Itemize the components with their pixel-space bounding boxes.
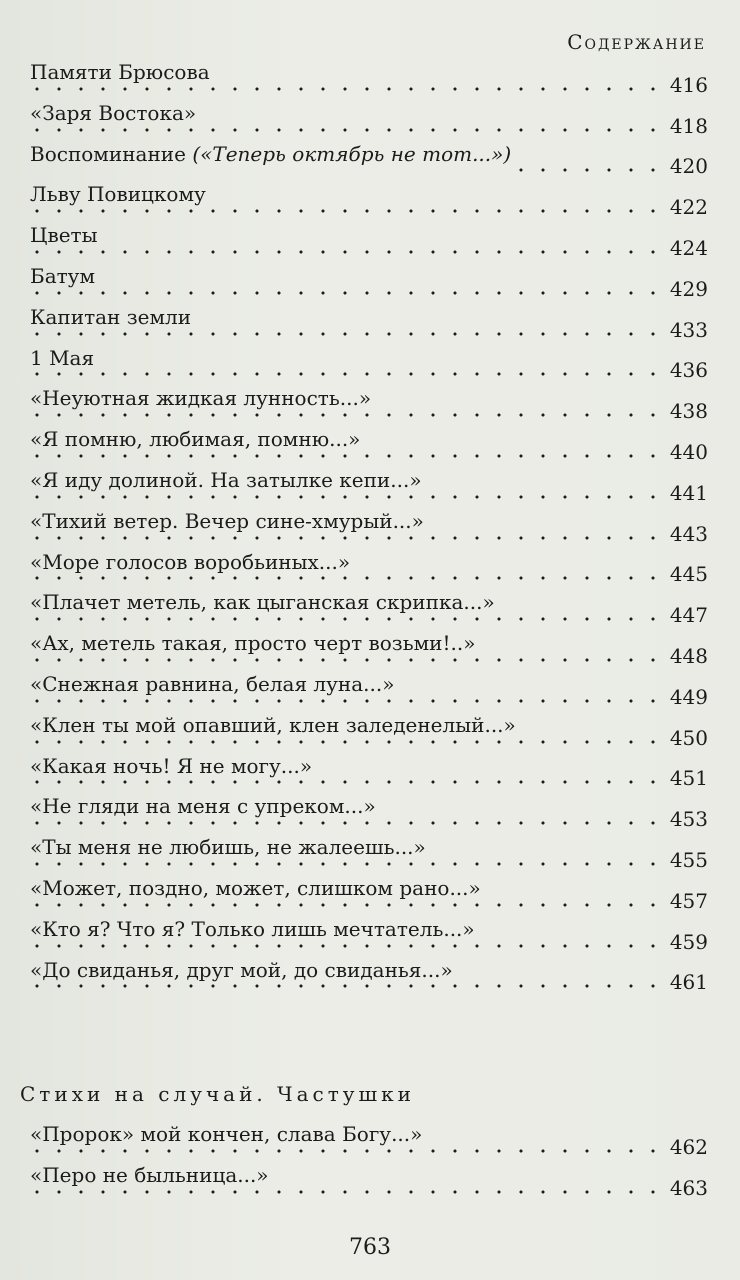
toc-entry-title-text: Воспоминание (30, 141, 193, 166)
toc-entry-title (30, 672, 400, 696)
toc-entry-title-text: «Я иду долиной. На затылке кепи...» (30, 467, 422, 492)
toc-entry (30, 790, 708, 831)
dot-leader (30, 209, 664, 213)
toc-entry-title-text: «Кто я? Что я? Только лишь мечтатель...» (30, 916, 475, 941)
dot-leader (30, 617, 664, 621)
toc-entry (30, 668, 708, 709)
toc-entry-title-text: «Снежная равнина, белая луна...» (30, 671, 395, 696)
dot-leader (510, 168, 664, 172)
toc-entry-page: 453 (669, 807, 708, 832)
dot-leader (30, 699, 664, 703)
toc-entry-page: 461 (669, 970, 708, 995)
toc-entry-title (30, 794, 382, 818)
toc-entry-title (30, 550, 356, 574)
toc-entry-title (30, 468, 428, 492)
toc-entry (30, 709, 708, 750)
running-head: Содержание (567, 30, 706, 54)
toc-entry (30, 872, 708, 913)
toc-entry-page: 441 (669, 480, 708, 505)
toc-entry-page: 424 (669, 235, 708, 260)
dot-leader (30, 862, 664, 866)
toc-entry-title-text: «Ты меня не любишь, не жалеешь...» (30, 835, 426, 860)
dot-leader (30, 740, 664, 744)
toc-entry (30, 260, 708, 301)
toc-entry-page: 440 (669, 439, 708, 464)
toc-entry-page: 451 (669, 766, 708, 791)
toc-entry-title (30, 60, 216, 84)
toc-entry-title-text: «Я помню, любимая, помню...» (30, 427, 361, 452)
toc-entry (30, 586, 708, 627)
toc-entry-title (30, 876, 487, 900)
dot-leader (30, 944, 664, 948)
dot-leader (30, 372, 664, 376)
toc-entry-title-text: «Может, поздно, может, слишком рано...» (30, 875, 481, 900)
toc-entry-title (30, 1163, 275, 1187)
toc-entry-page: 429 (669, 276, 708, 301)
toc-entry-title-text: «Клен ты мой опавший, клен заледенелый...» (30, 712, 516, 737)
toc-entry-title-text: «Море голосов воробьиных...» (30, 549, 351, 574)
toc-entry-title (30, 835, 432, 859)
toc-entry-page: 445 (669, 562, 708, 587)
toc-entry-page: 443 (669, 521, 708, 546)
toc-entry-page: 449 (669, 684, 708, 709)
dot-leader (30, 495, 664, 499)
dot-leader (30, 87, 664, 91)
section-heading: Стихи на случай. Частушки (20, 1082, 415, 1106)
dot-leader (30, 413, 664, 417)
toc-entry-title (30, 223, 104, 247)
toc-entry-page: 433 (669, 317, 708, 342)
dot-leader (30, 250, 664, 254)
dot-leader (30, 658, 664, 662)
dot-leader (30, 576, 664, 580)
toc-entry-title-text: «Пророк» мой кончен, слава Богу...» (30, 1122, 423, 1146)
toc-entry (30, 342, 708, 383)
toc-entry (30, 301, 708, 342)
toc-entry-title (30, 754, 318, 778)
toc-entry-title-text: «Неуютная жидкая лунность...» (30, 386, 372, 411)
toc-entry-title-text: «Перо не быльница...» (30, 1162, 269, 1187)
toc-entry (30, 423, 708, 464)
dot-leader (30, 1149, 664, 1153)
dot-leader (30, 536, 664, 540)
dot-leader (30, 984, 664, 988)
toc-entry-title-italic: («Теперь октябрь не тот...») (192, 141, 512, 166)
toc-entry-page: 416 (669, 72, 708, 97)
toc-entry-page: 462 (669, 1134, 708, 1159)
toc-entry-title (30, 590, 501, 614)
toc-entry-page: 463 (669, 1175, 708, 1200)
toc-entry-title (30, 1122, 428, 1146)
toc-entry-title (30, 182, 212, 206)
toc-entry-title (30, 101, 202, 125)
dot-leader (30, 332, 664, 336)
dot-leader (30, 454, 664, 458)
toc-entry-page: 438 (669, 399, 708, 424)
toc-entry-title (30, 427, 366, 451)
toc-entry-title-text: Батум (30, 263, 96, 288)
toc-entry-title-text: «Заря Востока» (30, 100, 197, 125)
toc-entry-title-text: «До свиданья, друг мой, до свиданья...» (30, 957, 453, 982)
toc-entry (30, 97, 708, 138)
toc-entry-page: 418 (669, 113, 708, 138)
toc-entry (30, 505, 708, 546)
toc-entry (30, 56, 708, 97)
dot-leader (30, 128, 664, 132)
toc-entry-title-text: «Тихий ветер. Вечер сине-хмурый...» (30, 508, 424, 533)
toc-entry-title (30, 305, 197, 329)
toc-entry (30, 138, 708, 179)
toc-entry-title-text: «Не гляди на меня с упреком...» (30, 794, 376, 819)
toc-entry-page: 448 (669, 643, 708, 668)
toc-entry (30, 1159, 708, 1200)
toc-entry-title-text: Цветы (30, 223, 98, 248)
toc-entry-title-text: «Какая ночь! Я не могу...» (30, 753, 313, 778)
toc-entry (30, 831, 708, 872)
toc-entry-page: 450 (669, 725, 708, 750)
toc-entry-title (30, 386, 377, 410)
toc-entry-title (30, 346, 100, 370)
toc-entry-title-text: Льву Повицкому (30, 182, 206, 207)
toc-entry (30, 219, 708, 260)
toc-entry (30, 178, 708, 219)
toc-entry-page: 420 (669, 154, 708, 179)
toc-entry (30, 913, 708, 954)
toc-entry-title-text: «Ах, метель такая, просто черт возьми!..» (30, 631, 476, 656)
toc-entry-title-text: Капитан земли (30, 304, 192, 329)
toc-entry-title (30, 713, 522, 737)
toc-entry (30, 627, 708, 668)
dot-leader (30, 903, 664, 907)
dot-leader (30, 291, 664, 295)
toc-entry-title (30, 142, 517, 166)
toc-list-section (30, 1118, 708, 1200)
toc-entry (30, 750, 708, 791)
toc-list (30, 56, 708, 994)
toc-entry-title (30, 958, 459, 982)
toc-entry-title (30, 509, 430, 533)
toc-entry (30, 382, 708, 423)
toc-entry-page: 459 (669, 929, 708, 954)
toc-entry-page: 447 (669, 603, 708, 628)
dot-leader (30, 821, 664, 825)
toc-entry-title (30, 917, 481, 941)
toc-entry (30, 546, 708, 587)
toc-entry-title-text: 1 Мая (30, 345, 95, 370)
toc-entry (30, 954, 708, 995)
toc-entry-page: 455 (669, 847, 708, 872)
toc-entry-title-text: «Плачет метель, как цыганская скрипка...» (30, 590, 495, 615)
toc-entry-title (30, 264, 101, 288)
toc-entry (30, 464, 708, 505)
toc-entry-title-text: Памяти Брюсова (30, 60, 210, 84)
toc-entry-page: 457 (669, 888, 708, 913)
dot-leader (30, 1190, 664, 1194)
toc-entry-page: 436 (669, 358, 708, 383)
page-number: 763 (349, 1235, 391, 1260)
dot-leader (30, 780, 664, 784)
toc-entry (30, 1118, 708, 1159)
toc-entry-title (30, 631, 481, 655)
toc-entry-page: 422 (669, 195, 708, 220)
